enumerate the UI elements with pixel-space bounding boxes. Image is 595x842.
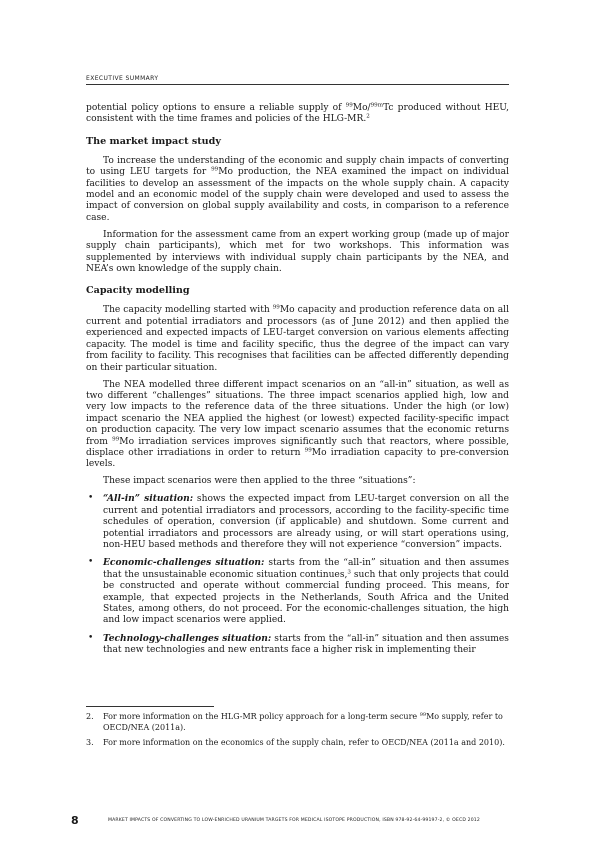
- page-number: 8: [71, 814, 79, 827]
- footnote-text: For more information on the economics of the supply chain, refer to OECD/NEA (2011a and 2010).: [103, 738, 505, 747]
- paragraph: Information for the assessment came from an expert working group (made up of major supply chain participants), which met for two workshops. This information was supplemented by interviews with individual supply chain participants by the NEA, and NEA’s own knowledge of the supply chain.: [86, 229, 509, 275]
- running-head: EXECUTIVE SUMMARY: [86, 75, 159, 82]
- list-item-text: starts from the “all-in” situation and then assumes that new technologies and new entrants face a higher risk in implementing their: [103, 633, 509, 656]
- isotope-superscript: 99: [272, 305, 280, 312]
- list-item-term: Economic-challenges situation:: [103, 557, 265, 569]
- list-item: [86, 633, 509, 657]
- section-heading-market-impact: The market impact study: [86, 135, 221, 147]
- list-item: [86, 557, 509, 626]
- footnote-text: For more information on the HLG-MR policy approach for a long-term secure: [103, 712, 420, 721]
- footnote-rule: [86, 706, 214, 707]
- text-run: Mo irradiation services improves significantly such that reactors, where possible, displace other irradiations in order to return: [86, 436, 510, 458]
- list-item-text: such that only projects that could be constructed and operate without commercial funding proceed. This means, for example, that expected projects in the Netherlands, South Africa and the United States, among others, do not proceed. For the economic-challenges situation, the high and low impact scenarios were applied.: [103, 569, 509, 626]
- paragraph: [86, 305, 509, 373]
- list-item-text: starts from the “all-in” situation and then assumes that the unsustainable economic situation continues,: [103, 558, 509, 580]
- footnote-marker[interactable]: 3: [347, 569, 351, 576]
- situations-list: [86, 493, 509, 656]
- header-rule: [86, 84, 509, 85]
- isotope-superscript: 99: [211, 166, 219, 173]
- paragraph: [86, 380, 509, 471]
- intro-paragraph: [86, 103, 509, 126]
- bullet-icon: •: [88, 632, 94, 643]
- footnote: [86, 738, 509, 749]
- footnote: [86, 712, 509, 733]
- paragraph: [86, 156, 509, 224]
- bullet-icon: •: [88, 557, 94, 568]
- footnote-marker[interactable]: 2: [366, 114, 370, 121]
- list-item-term: Technology-challenges situation:: [103, 632, 272, 644]
- list-item: [86, 493, 509, 551]
- text-run: Mo production, the NEA examined the impact on individual facilities to develop an assessment of the impacts on the whole supply chain. A capacity model and an economic model of the supply chain were developed and used to assess the impact of conversion on global supply availability and costs, in comparison to a reference case.: [86, 167, 509, 223]
- footnote-text: Mo supply, refer to OECD/NEA (2011a).: [103, 712, 503, 732]
- list-item-term: “All-in” situation:: [103, 493, 194, 505]
- intro-text: potential policy options to ensure a reliable supply of: [86, 103, 346, 113]
- body-text: [86, 103, 509, 663]
- list-item-text: shows the expected impact from LEU-target conversion on all the current and potential irradiators and processors, according to the facility-specific time schedules of operation, conversion (if applicable) and shutdown. Some current and potential irradiators and processors are already using, or will start operations using, non-HEU based methods and therefore they will not experience “conversion” impacts.: [103, 494, 509, 550]
- paragraph: These impact scenarios were then applied to the three “situations”:: [103, 476, 416, 487]
- text-run: Mo irradiation capacity to pre-conversion levels.: [86, 447, 509, 470]
- text-run: To increase the understanding of the economic and supply chain impacts of converting to using LEU targets for: [86, 155, 509, 178]
- footnotes: [86, 712, 509, 754]
- text-run: Mo capacity and production reference data on all current and potential irradiators and processors (as of June 2012) and then applied the experienced and expected impacts of LEU-target conversion on various elements affecting capacity. The model is time and facility specific, thus the degree of the impact can vary from facility to facility. This recognises that facilities can be affected differently depending on their particular situation.: [86, 305, 509, 373]
- intro-text: Mo/: [352, 103, 371, 113]
- section-heading-capacity-modelling: Capacity modelling: [86, 285, 190, 297]
- isotope-superscript: 99: [112, 436, 120, 443]
- footer-citation: MARKET IMPACTS OF CONVERTING TO LOW-ENRICHED URANIUM TARGETS FOR MEDICAL ISOTOPE PRODUCTION, ISBN 978-92-64-99197-2, © OECD 2012: [108, 818, 480, 823]
- footnote-number: 3.: [86, 738, 94, 747]
- isotope-superscript: 99: [345, 102, 353, 109]
- text-run: The capacity modelling started with: [103, 305, 273, 316]
- isotope-superscript: 99: [419, 712, 427, 718]
- intro-text: Tc produced without HEU, consistent with the time frames and policies of the HLG-MR.: [86, 103, 509, 125]
- bullet-icon: •: [88, 493, 94, 504]
- isotope-superscript: 99: [304, 447, 312, 454]
- isotope-superscript: 99m: [370, 102, 384, 109]
- footnote-number: 2.: [86, 712, 94, 721]
- text-run: The NEA modelled three different impact scenarios on an “all-in” situation, as well as two different “challenges” situations. The three impact scenarios applied high, low and very low impacts to the reference data of the three situations. Under the high (or low) impact scenario the NEA applied the highest (or lowest) expected facility-specific impact on production capacity. The very low impact scenario assumes that the economic returns from: [86, 379, 509, 447]
